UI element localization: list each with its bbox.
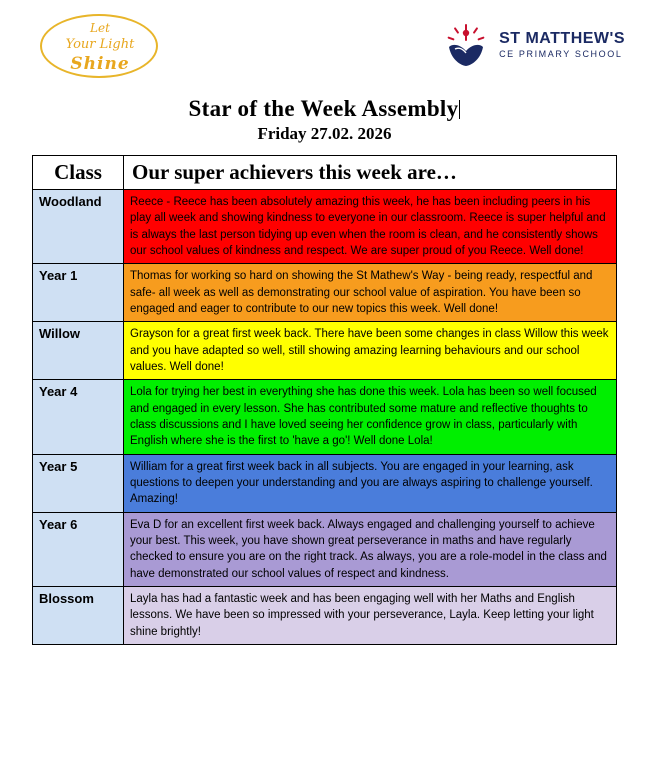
table-row [33,264,617,322]
star-of-the-week-table [32,155,617,645]
table-row [33,322,617,380]
achievement-text-cell: Eva D for an excellent first week back. Always engaged and challenging yourself to achieve your best. This week, you have shown great perseverance in maths and have regularly checked to ensure you are on the right track. As always, you are a role-model in the class and have demonstrated our school values of respect and kindness. [124,512,617,586]
school-name-block [499,31,625,59]
table-body [33,156,617,645]
table-row [33,586,617,644]
title-block [0,96,649,144]
document-header [0,0,649,92]
logo-line-1: Let [90,21,110,35]
class-name-cell: Woodland [33,190,124,264]
achievement-text-cell: William for a great first week back in all subjects. You are engaged in your learning, ask questions to deepen your understanding and you are always aspiring to challenge yourself. Amazing! [124,454,617,512]
achievement-text-cell: Reece - Reece has been absolutely amazing this week, he has been including peers in his play all week and showing kindness to everyone in our classroom. Reece is super helpful and is always the last person tidying up even when the room is clean, and he consistently shows our school values of kindness and respect. We are super proud of you Reece. Well done! [124,190,617,264]
let-your-light-shine-logo [40,14,160,80]
column-header-achievers: Our super achievers this week are… [124,156,617,190]
table-row [33,380,617,454]
class-name-cell: Year 1 [33,264,124,322]
school-name: ST MATTHEW'S [499,29,625,47]
table-row [33,454,617,512]
school-subtitle: CE PRIMARY SCHOOL [499,48,623,59]
achievement-text-cell: Grayson for a great first week back. There have been some changes in class Willow this week and you have adapted so well, still showing amazing learning behaviours and our school values. Well done! [124,322,617,380]
text-cursor [459,100,460,119]
logo-line-2: Your Light [65,37,135,52]
page-subtitle: Friday 27.02. 2026 [257,124,392,143]
st-matthews-school-logo [443,22,625,68]
table-row [33,512,617,586]
table-header-row [33,156,617,190]
class-name-cell: Year 6 [33,512,124,586]
achievement-text-cell: Thomas for working so hard on showing the St Mathew's Way - being ready, respectful and safe- all week as well as demonstrating our school value of aspiration. You have been so engaged and eager to contribute to our new topics this week. Well done! [124,264,617,322]
class-name-cell: Blossom [33,586,124,644]
achievement-text-cell: Lola for trying her best in everything she has done this week. Lola has been so well focused and engaged in every lesson. She has contributed some mature and reflective thoughts to class discussions and I have loved seeing her confidence grow in class, particularly with English where she is the first to 'have a go'! Well done Lola! [124,380,617,454]
star-of-the-week-table-wrapper [32,155,617,645]
achievement-text-cell: Layla has had a fantastic week and has been engaging well with her Maths and English lessons. We have been so impressed with your perseverance, Layla. Keep letting your light shine brightly! [124,586,617,644]
page-title [189,96,461,122]
table-row [33,190,617,264]
school-crest-icon [443,22,489,68]
column-header-class: Class [33,156,124,190]
class-name-cell: Year 4 [33,380,124,454]
logo-line-3: Shine [70,54,130,74]
page-title-text: Star of the Week Assembly [188,96,459,121]
class-name-cell: Willow [33,322,124,380]
class-name-cell: Year 5 [33,454,124,512]
